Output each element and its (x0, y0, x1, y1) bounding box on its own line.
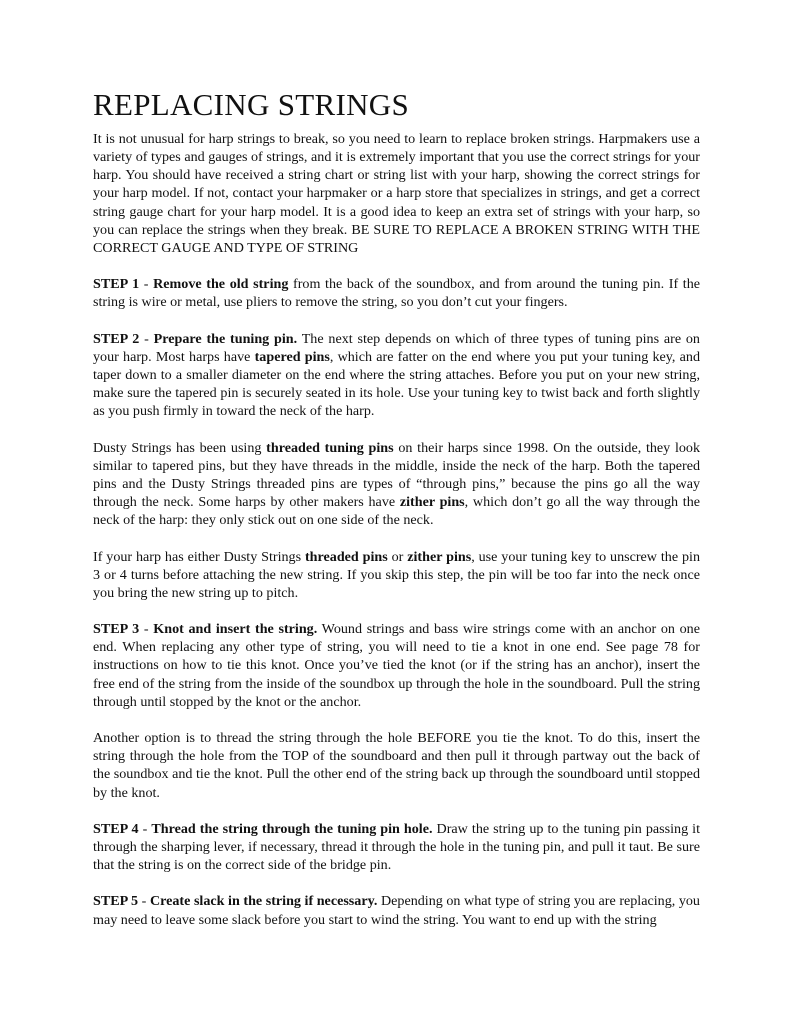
unscrew-bold-zither-pins: zither pins (407, 548, 472, 565)
threaded-bold-zither-pins: zither pins (399, 494, 465, 511)
step-5-separator: - (138, 893, 150, 910)
step-1-heading: Remove the old string (153, 276, 289, 293)
step-1-paragraph (93, 275, 700, 311)
step-2-separator: - (139, 330, 154, 347)
step-1-separator: - (139, 276, 154, 293)
step-2-text-b: , which are fatter on the end where you put your tuning key, and taper down to a smaller diameter on the end where the string attaches. Before you put on your new string, make sure the tapered pin is securely seated in its hole. Use your tuning key to twist back and forth slightly as you push firmly in toward the neck of the harp. (93, 348, 700, 420)
unscrew-bold-threaded-pins: threaded pins (304, 548, 388, 565)
step-1-label: STEP 1 (93, 276, 140, 293)
threaded-text-b: on their harps since 1998. On the outside, they look similar to tapered pins, but they have threads in the middle, inside the neck of the harp. Both the tapered pins and the Dusty Strings threaded pins are types of “through pins,” because the pins go all the way through the neck. Some harps by other makers have (93, 439, 700, 511)
step-4-separator: - (138, 820, 152, 837)
step-4-heading: Thread the string through the tuning pin hole. (151, 820, 433, 837)
document-body (93, 130, 700, 929)
step-3-label: STEP 3 (93, 621, 140, 638)
threaded-pins-paragraph (93, 439, 700, 530)
threaded-text-a: Dusty Strings has been using (93, 439, 267, 456)
step-2-heading: Prepare the tuning pin. (153, 330, 298, 347)
step-4-text: Draw the string up to the tuning pin passing it through the sharping lever, if necessary, thread it through the hole in the tuning pin, and pull it taut. Be sure that the string is on the correct side of the bridge pin. (93, 820, 701, 874)
step-5-paragraph (93, 892, 700, 928)
step-3-paragraph (93, 620, 700, 711)
threaded-text-c: , which don’t go all the way through the neck of the harp: they only stick out on one side of the neck. (93, 494, 701, 529)
step-3-separator: - (139, 621, 154, 638)
step-5-heading: Create slack in the string if necessary. (149, 893, 378, 910)
step-1-text: from the back of the soundbox, and from around the tuning pin. If the string is wire or metal, use pliers to remove the string, so you don’t cut your fingers. (93, 276, 700, 311)
step-2-text-a: The next step depends on which of three types of tuning pins are on your harp. Most harps have (93, 330, 700, 365)
step-2-paragraph (93, 330, 700, 421)
intro-paragraph: It is not unusual for harp strings to break, so you need to learn to replace broken strings. Harpmakers use a variety of types and gauges of strings, and it is extremely important that you use the correct strings for your harp. You should have received a string chart or string list with your harp, showing the correct strings for your harp model. If not, contact your harpmaker or a harp store that specializes in strings, and get a correct string gauge chart for your harp model. It is a good idea to keep an extra set of strings with your harp, so you can replace the strings when they break. BE SURE TO REPLACE A BROKEN STRING WITH THE CORRECT GAUGE AND TYPE OF STRING (93, 131, 700, 256)
alternative-threading-paragraph: Another option is to thread the string through the hole BEFORE you tie the knot. To do this, insert the string through the hole from the TOP of the soundboard and then pull it through partway out the back of the soundbox and tie the knot. Pull the other end of the string back up through the soundboard until stopped by the knot. (93, 730, 700, 801)
step-3-heading: Knot and insert the string. (153, 621, 318, 638)
threaded-bold-threaded-tuning-pins: threaded tuning pins (266, 439, 394, 456)
unscrew-text-b: or (387, 548, 408, 565)
step-3-text: Wound strings and bass wire strings come with an anchor on one end. When replacing any other type of string, you will need to tie a knot in one end. See page 78 for instructions on how to tie this knot. Once you’ve tied the knot (or if the string has an anchor), insert the free end of the string from the inside of the soundbox up through the hole in the soundboard. Pull the string through until stopped by the knot or the anchor. (93, 621, 700, 710)
step-2-label: STEP 2 (93, 330, 140, 347)
step-2-bold-tapered-pins: tapered pins (254, 348, 330, 365)
unscrew-pin-paragraph (93, 548, 700, 602)
unscrew-text-c: , use your tuning key to unscrew the pin 3 or 4 turns before attaching the new string. If you skip this step, the pin will be too far into the neck once you bring the new string up to pitch. (93, 548, 700, 601)
page-title: REPLACING STRINGS (93, 87, 409, 122)
unscrew-text-a: If your harp has either Dusty Strings (93, 548, 305, 565)
step-5-text: Depending on what type of string you are replacing, you may need to leave some slack before you start to wind the string. You want to end up with the string (93, 893, 700, 928)
step-4-paragraph (93, 820, 700, 874)
step-5-label: STEP 5 (93, 893, 139, 910)
step-4-label: STEP 4 (93, 820, 139, 837)
